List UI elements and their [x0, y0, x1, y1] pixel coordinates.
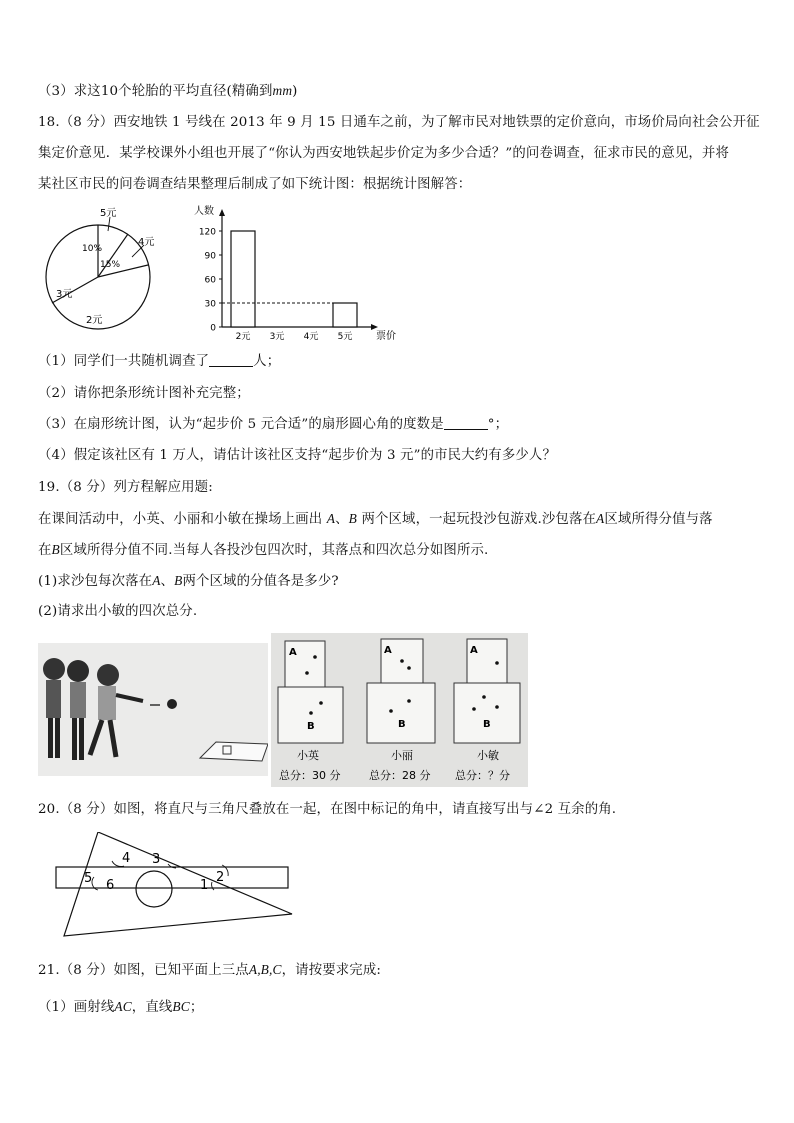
- q18-q4: （4）假定该社区有 1 万人，请估计该社区支持“起步价为 3 元”的市民大约有多少人？: [38, 448, 557, 463]
- children-illustration: [38, 643, 268, 776]
- q18-q2: （2）请你把条形统计图补充完整；: [38, 386, 250, 401]
- y-tick-label: 0: [210, 323, 216, 334]
- angle-label-1: 1: [200, 878, 209, 893]
- x-axis-label: 票价: [376, 331, 396, 340]
- q19-q2: (2)请求出小敏的四次总分.: [38, 604, 198, 619]
- ruler-triangle-figure: [52, 832, 302, 942]
- angle-label-3: 3: [152, 852, 161, 867]
- y-tick-label: 120: [198, 227, 216, 238]
- q19-line3: 在B区域所得分值不同.当每人各投沙包四次时，其落点和四次总分如图所示.: [38, 542, 489, 558]
- pie-pct-10: 10%: [82, 244, 103, 254]
- x-axis-arrow: [371, 324, 378, 330]
- q19-line1: 19.（8 分）列方程解应用题:: [38, 480, 213, 495]
- panel3-score: 总分：？分: [455, 769, 510, 782]
- pie-chart: [36, 205, 166, 330]
- angle-label-5: 5: [84, 871, 93, 886]
- q21-line1: 21.（8 分）如图，已知平面上三点A,B,C，请按要求完成:: [38, 962, 382, 978]
- panel2-area-a: A: [384, 645, 392, 656]
- panel1-name: 小英: [297, 749, 319, 762]
- q17-part3: （3）求这10个轮胎的平均直径(精确到mm): [38, 83, 298, 99]
- y-tick-label: 30: [204, 299, 216, 310]
- panel2-name: 小丽: [391, 749, 413, 762]
- q18-line2: 集定价意见．某学校课外小组也开展了“你认为西安地铁起步价定为多少合适？”的问卷调查，征求市民的意见，并将: [38, 146, 730, 161]
- x-tick-label: 3元: [269, 332, 285, 340]
- x-tick-label: 4元: [303, 332, 319, 340]
- score-panels-drawing: [271, 633, 528, 787]
- x-tick-label: 2元: [235, 332, 251, 340]
- bar-chart: [190, 205, 400, 340]
- panel1-area-a: A: [289, 647, 297, 658]
- answer-blank[interactable]: [444, 416, 488, 430]
- pie-pct-15: 15%: [100, 260, 121, 270]
- pie-label-2yuan: 2元: [86, 315, 103, 326]
- pie-label-5yuan: 5元: [100, 208, 117, 219]
- angle-label-2: 2: [216, 870, 225, 885]
- q18-line1: 18.（8 分）西安地铁 1 号线在 2013 年 9 月 15 日通车之前，为了解市民对地铁票的定价意向，市场价局向社会公开征: [38, 115, 760, 130]
- y-axis-label: 人数: [194, 206, 214, 217]
- panel1-area-b: B: [307, 721, 315, 732]
- q18-q3: （3）在扇形统计图，认为“起步价 5 元合适”的扇形圆心角的度数是 °；: [38, 417, 509, 432]
- panel3-area-a: A: [470, 645, 478, 656]
- x-tick-label: 5元: [337, 332, 353, 340]
- y-tick-label: 60: [204, 275, 216, 286]
- panel2-area-b: B: [398, 719, 406, 730]
- angle-label-4: 4: [122, 851, 131, 866]
- q20-line1: 20.（8 分）如图，将直尺与三角尺叠放在一起，在图中标记的角中，请直接写出与∠2 互余的角.: [38, 802, 617, 817]
- q19-line2: 在课间活动中，小英、小丽和小敏在操场上画出 A、B 两个区域，一起玩投沙包游戏.沙包落在A区域所得分值与落: [38, 511, 713, 527]
- bar: [333, 303, 357, 327]
- q21-q1: （1）画射线AC，直线BC；: [38, 999, 204, 1015]
- bar: [231, 231, 255, 327]
- angle-label-6: 6: [106, 878, 115, 893]
- pie-label-3yuan: 3元: [56, 289, 73, 300]
- y-axis-arrow: [219, 209, 225, 216]
- answer-blank[interactable]: [209, 353, 253, 367]
- q18-line3: 某社区市民的问卷调查结果整理后制成了如下统计图：根据统计图解答：: [38, 177, 472, 192]
- pie-label-4yuan: 4元: [138, 237, 155, 248]
- panel3-area-b: B: [483, 719, 491, 730]
- panel3-name: 小敏: [477, 749, 499, 762]
- q19-q1: (1)求沙包每次落在A、B两个区域的分值各是多少?: [38, 573, 339, 589]
- y-tick-label: 90: [204, 251, 216, 262]
- panel2-score: 总分：28 分: [369, 769, 431, 782]
- q18-q1: （1）同学们一共随机调查了 人；: [38, 354, 281, 369]
- panel1-score: 总分：30 分: [279, 769, 341, 782]
